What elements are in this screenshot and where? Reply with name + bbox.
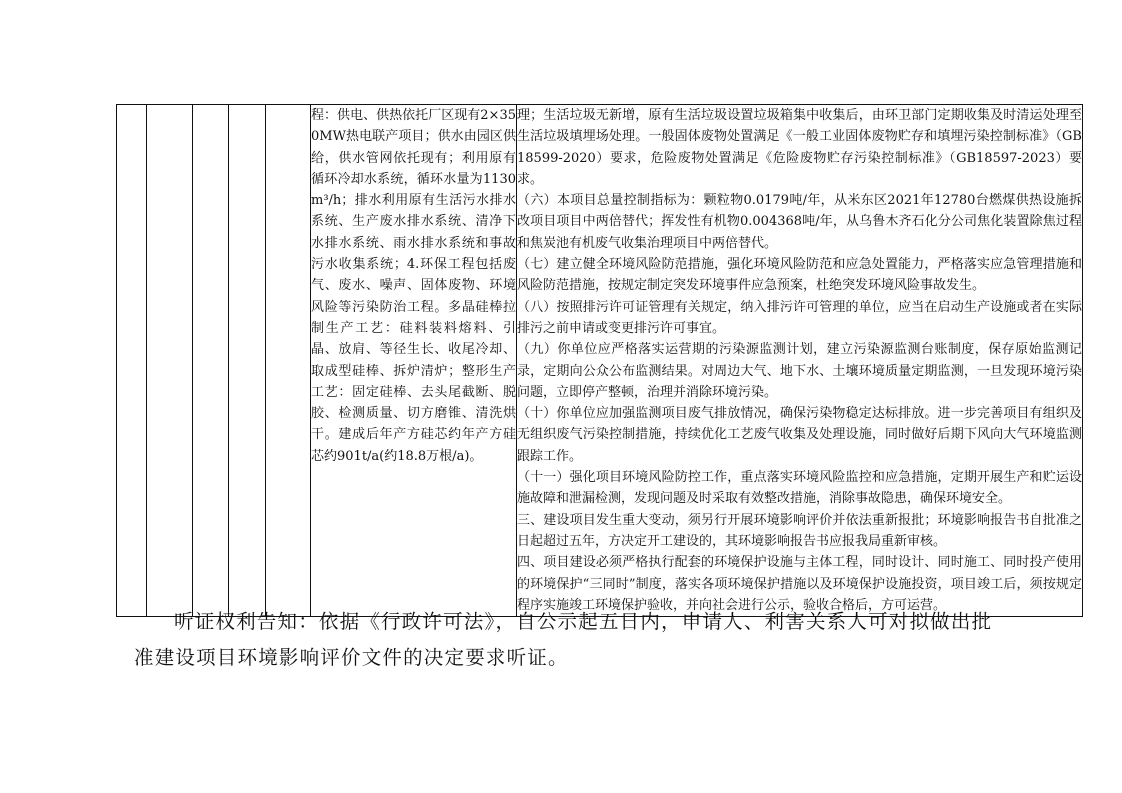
requirement-paragraph: 四、项目建设必须严格执行配套的环境保护设施与主体工程，同时设计、同时施工、同时投产使用的环境保护“三同时”制度，落实各项环境保护措施以及环境保护设施投资，项目竣工后，须按规定程序实施竣工环境保护验收，并向社会进行公示，验收合格后，方可运营。 (517, 555, 1082, 613)
table-row (117, 105, 1083, 617)
hearing-rights-notice: 听证权利告知：依据《行政许可法》，自公示起五日内，申请人、利害关系人可对拟做出批准建设项目环境影响评价文件的决定要求听证。 (134, 610, 993, 669)
approval-requirements-cell (517, 105, 1083, 617)
table-cell-index (117, 105, 147, 617)
requirement-paragraph: 三、建设项目发生重大变动，须另行开展环境影响评价并依法重新报批；环境影响报告书自批准之日起超过五年，方决定开工建设的，其环境影响报告书应报我局重新审核。 (517, 512, 1082, 549)
project-approval-table (116, 104, 1083, 617)
requirement-paragraph: 理；生活垃圾无新增，原有生活垃圾设置垃圾箱集中收集后，由环卫部门定期收集及时清运处理至生活垃圾填埋场处理。一般固体废物处置满足《一般工业固体废物贮存和填埋污染控制标准》（GB18599-2020）要求，危险废物处置满足《危险废物贮存污染控制标准》（GB18597-2023）要求。 (517, 108, 1082, 187)
table-cell-empty (193, 105, 229, 617)
requirement-paragraph: （九）你单位应严格落实运营期的污染源监测计划，建立污染源监测台账制度，保存原始监测记录，定期向公众公布监测结果。对周边大气、地下水、土壤环境质量定期监测，一旦发现环境污染问题，立即停产整顿，治理并消除环境污染。 (517, 342, 1082, 400)
requirement-paragraph: （七）建立健全环境风险防范措施，强化环境风险防范和应急处置能力，严格落实应急管理措施和风险防范措施，按规定制定突发环境事件应急预案，杜绝突发环境风险事故发生。 (517, 257, 1082, 294)
requirement-paragraph: （十）你单位应加强监测项目废气排放情况，确保污染物稳定达标排放。进一步完善项目有组织及无组织废气污染控制措施，持续优化工艺废气收集及处理设施，同时做好后期下风向大气环境监测跟踪工作。 (517, 406, 1082, 464)
table-cell-empty (147, 105, 193, 617)
table-cell-empty (266, 105, 311, 617)
requirement-paragraph: （六）本项目总量控制指标为：颗粒物0.0179吨/年，从米东区2021年12780台燃煤供热设施拆改项目项目中两倍替代；挥发性有机物0.004368吨/年，从乌鲁木齐石化分公司焦化装置除焦过程和焦炭池有机废气收集治理项目中两倍替代。 (517, 193, 1082, 251)
project-description-cell: 程：供电、供热依托厂区现有2×350MW热电联产项目；供水由园区供给，供水管网依托现有；利用原有循环冷却水系统，循环水量为1130m³/h；排水利用原有生活污水排水系统、生产废水排水系统、清净下水排水系统、雨水排水系统和事故污水收集系统；4.环保工程包括废气、废水、噪声、固体废物、环境风险等污染防治工程。多晶硅棒拉制生产工艺：硅料装料熔料、引晶、放肩、等径生长、收尾冷却、取成型硅棒、拆炉清炉；整形生产工艺：固定硅棒、去头尾截断、脱胶、检测质量、切方磨锥、清洗烘干。建成后年产方硅芯约年产方硅芯约901t/a(约18.8万根/a)。 (311, 105, 517, 617)
table-cell-empty (229, 105, 266, 617)
requirement-paragraph: （八）按照排污许可证管理有关规定，纳入排污许可管理的单位，应当在启动生产设施或者在实际排污之前申请或变更排污许可事宜。 (517, 299, 1082, 336)
requirement-paragraph: （十一）强化项目环境风险防控工作，重点落实环境风险监控和应急措施，定期开展生产和贮运设施故障和泄漏检测，发现问题及时采取有效整改措施，消除事故隐患，确保环境安全。 (517, 470, 1082, 507)
